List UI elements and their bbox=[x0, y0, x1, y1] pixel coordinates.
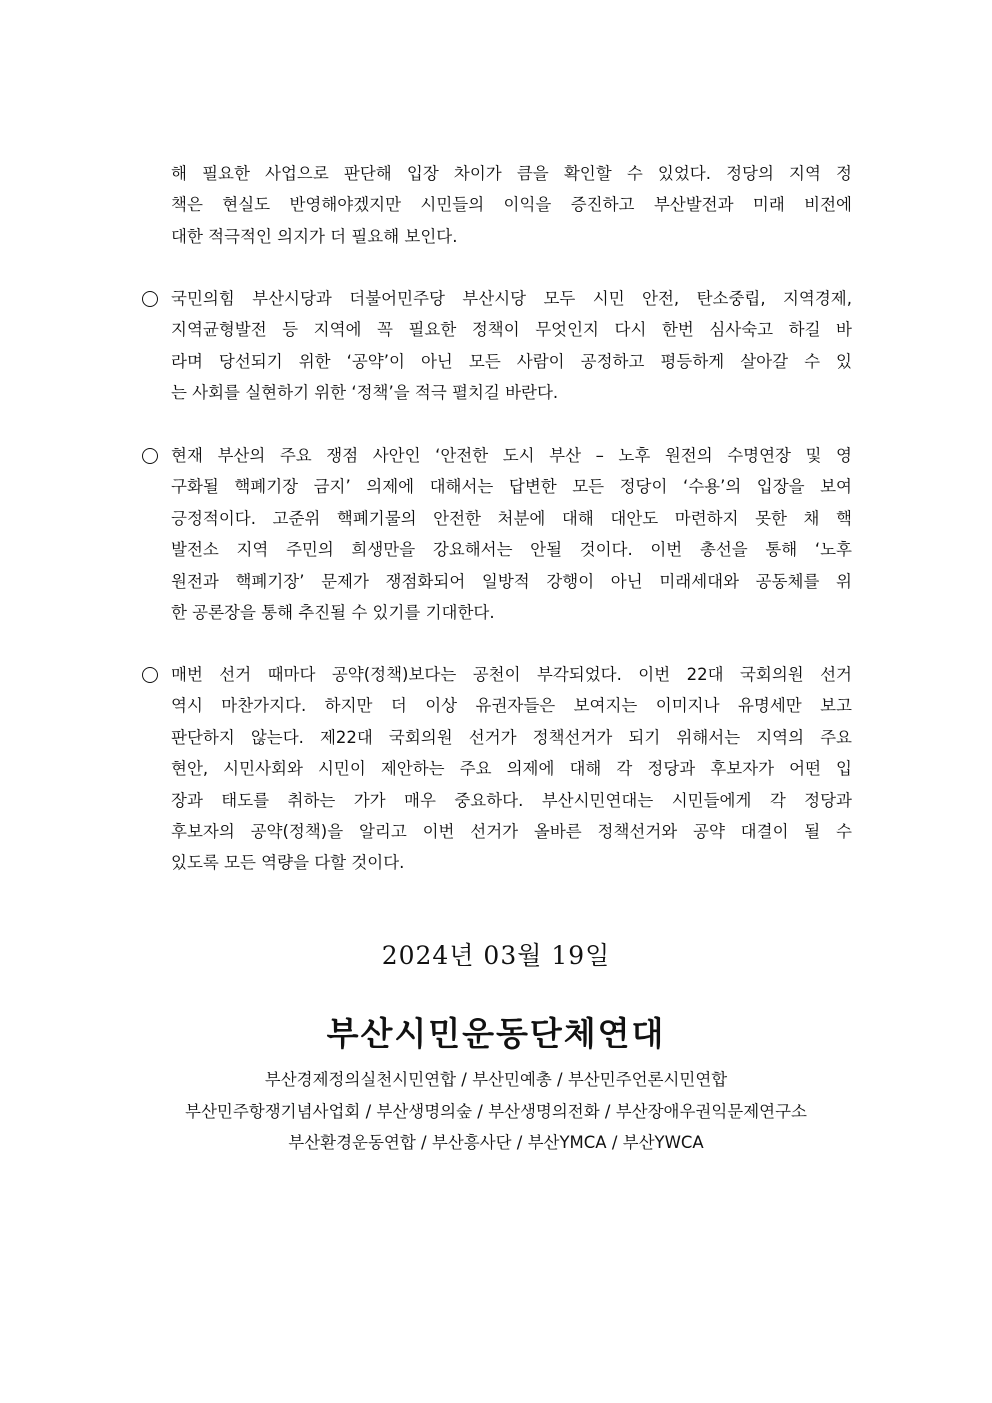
text-line: 후보자의 공약(정책)을 알리고 이번 선거가 올바른 정책선거와 공약 대결이 될 수 bbox=[171, 821, 852, 841]
text-line: 해 필요한 사업으로 판단해 입장 차이가 큼을 확인할 수 있었다. 정당의 지역 정 bbox=[171, 164, 852, 183]
organization-name: 부산시민운동단체연대 bbox=[326, 1014, 666, 1053]
text-line: 긍정적이다. 고준위 핵폐기물의 안전한 처분에 대해 대안도 마련하지 못한 채 핵 bbox=[171, 508, 852, 528]
text-line: 장과 태도를 취하는 가가 매우 중요하다. 부산시민연대는 시민들에게 각 정당과 bbox=[171, 790, 852, 810]
text-line: 판단하지 않는다. 제22대 국회의원 선거가 정책선거가 되기 위해서는 지역의 주요 bbox=[171, 727, 852, 747]
paragraph-continuation bbox=[142, 158, 852, 252]
text-line: 매번 선거 때마다 공약(정책)보다는 공천이 부각되었다. 이번 22대 국회의원 선거 bbox=[171, 665, 852, 684]
text-line: 현안, 시민사회와 시민이 제안하는 주요 의제에 대해 각 정당과 후보자가 어떤 입 bbox=[171, 759, 852, 779]
document-date: 2024년 03월 19일 bbox=[381, 941, 611, 970]
member-line: 부산경제정의실천시민연합 / 부산민예총 / 부산민주언론시민연합 bbox=[264, 1070, 728, 1089]
text-line: 발전소 지역 주민의 희생만을 강요해서는 안될 것이다. 이번 총선을 통해 ‘노후 bbox=[171, 540, 852, 560]
text-line: 책은 현실도 반영해야겠지만 시민들의 이익을 증진하고 부산발전과 미래 비전에 bbox=[171, 195, 852, 215]
circle-bullet-icon bbox=[142, 667, 158, 683]
member-line: 부산환경운동연합 / 부산흥사단 / 부산YMCA / 부산YWCA bbox=[288, 1133, 704, 1152]
text-line: 원전과 핵폐기장’ 문제가 쟁점화되어 일방적 강행이 아닌 미래세대와 공동체를 위 bbox=[171, 571, 852, 591]
paragraph-election-policy bbox=[142, 659, 852, 879]
circle-bullet-icon bbox=[142, 291, 158, 307]
paragraph-policy-request bbox=[142, 283, 852, 409]
text-line: 한 공론장을 통해 추진될 수 있기를 기대한다. bbox=[171, 602, 495, 622]
circle-bullet-icon bbox=[142, 448, 158, 464]
text-line: 구화될 핵폐기장 금지’ 의제에 대해서는 답변한 모든 정당이 ‘수용’의 입장을 보여 bbox=[171, 477, 852, 497]
text-line: 역시 마찬가지다. 하지만 더 이상 유권자들은 보여지는 이미지나 유명세만 보고 bbox=[171, 696, 852, 716]
paragraph-nuclear-issue bbox=[142, 440, 852, 628]
member-line: 부산민주항쟁기념사업회 / 부산생명의숲 / 부산생명의전화 / 부산장애우권익문제연구소 bbox=[185, 1101, 807, 1121]
text-line: 라며 당선되기 위한 ‘공약’이 아닌 모든 사람이 공정하고 평등하게 살아갈 수 있 bbox=[171, 351, 852, 371]
text-line: 대한 적극적인 의지가 더 필요해 보인다. bbox=[171, 226, 458, 246]
text-line: 현재 부산의 주요 쟁점 사안인 ‘안전한 도시 부산 – 노후 원전의 수명연장 및 영 bbox=[171, 446, 852, 465]
text-line: 지역균형발전 등 지역에 꼭 필요한 정책이 무엇인지 다시 한번 심사숙고 하길 바 bbox=[171, 320, 852, 340]
text-line: 는 사회를 실현하기 위한 ‘정책’을 적극 펼치길 바란다. bbox=[171, 383, 559, 403]
text-line: 있도록 모든 역량을 다할 것이다. bbox=[171, 853, 405, 873]
member-organizations bbox=[0, 1064, 992, 1159]
text-line: 국민의힘 부산시당과 더불어민주당 부산시당 모두 시민 안전, 탄소중립, 지역경제, bbox=[171, 289, 852, 308]
